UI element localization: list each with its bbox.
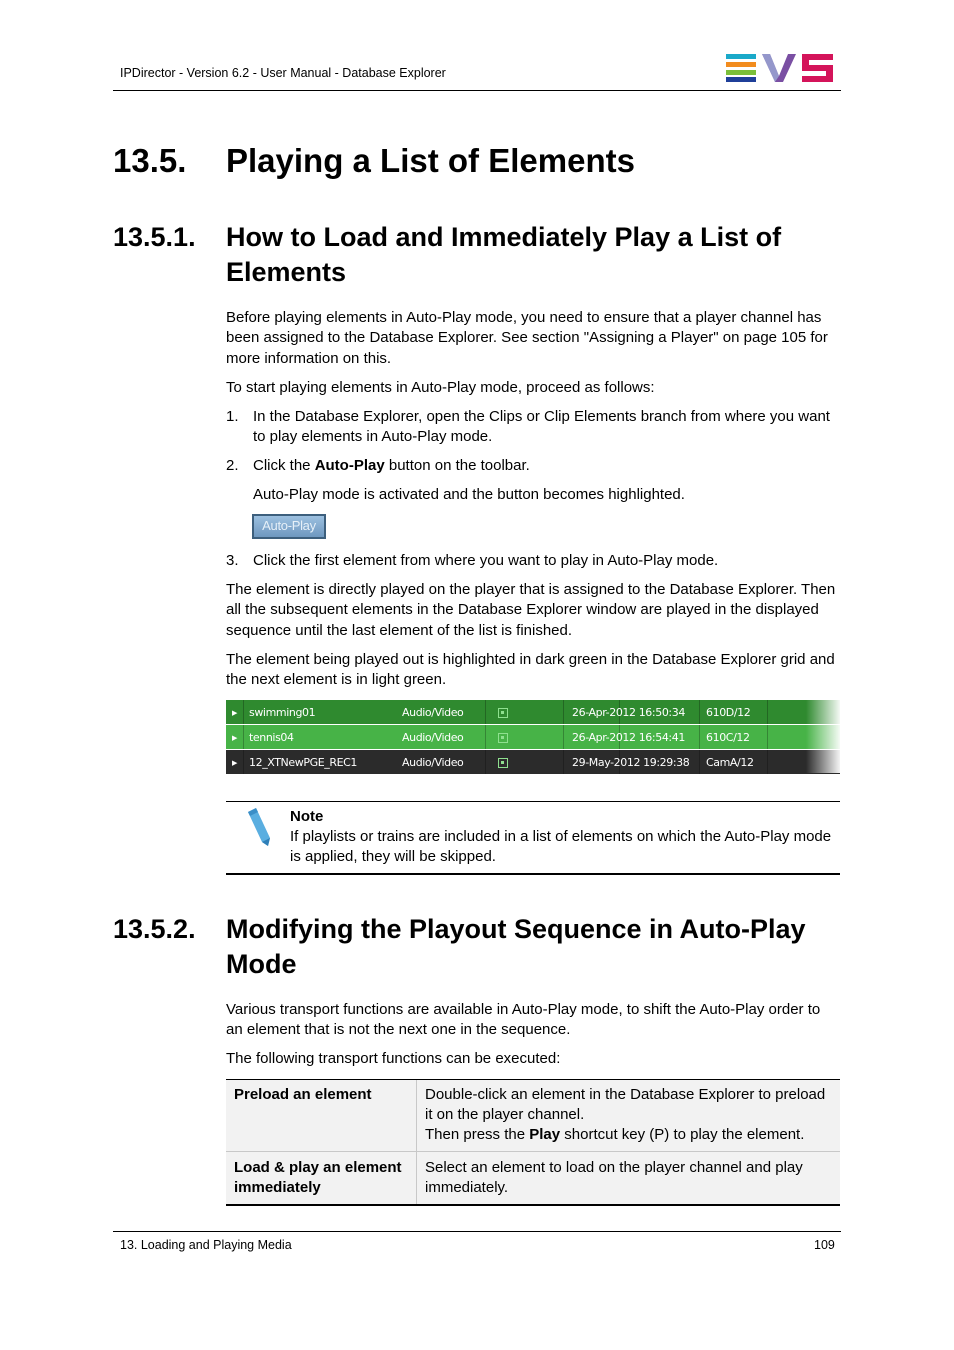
step-text bbox=[253, 456, 840, 476]
step-number: 1. bbox=[226, 408, 239, 425]
note-top-rule bbox=[226, 801, 840, 802]
grid-row[interactable] bbox=[226, 750, 840, 774]
grid-row[interactable] bbox=[226, 700, 840, 724]
grid-cell-date: 29-May-2012 19:29:38 bbox=[564, 750, 700, 774]
step-result: Auto-Play mode is activated and the button becomes highlighted. bbox=[253, 486, 685, 503]
table-row bbox=[226, 1152, 840, 1205]
section-number: 13.5. bbox=[113, 142, 187, 179]
expand-arrow-icon[interactable]: ▶ bbox=[226, 700, 244, 724]
grid-cell-date: 26-Apr-2012 16:54:41 bbox=[564, 725, 700, 749]
subsection-2-number: 13.5.2. bbox=[113, 914, 196, 944]
paragraph: The following transport functions can be executed: bbox=[226, 1050, 561, 1067]
grid-row[interactable] bbox=[226, 725, 840, 749]
grid-cell-name: 12_XTNewPGE_REC1 bbox=[244, 750, 620, 774]
grid-cell-name: tennis04 bbox=[244, 725, 620, 749]
subsection-1-title: How to Load and Immediately Play a List of Elements bbox=[226, 222, 782, 287]
table-cell-text: shortcut key (P) to play the element. bbox=[560, 1126, 805, 1143]
grid-cell-icon bbox=[486, 725, 564, 749]
table-bottom-rule bbox=[226, 1204, 840, 1206]
step-text: Click the first element from where you want to play in Auto-Play mode. bbox=[253, 552, 719, 569]
table-cell-function: Preload an element bbox=[226, 1079, 417, 1152]
footer-rule bbox=[113, 1231, 841, 1232]
expand-arrow-icon[interactable]: ▶ bbox=[226, 725, 244, 749]
step-number: 3. bbox=[226, 552, 239, 569]
clip-icon bbox=[498, 733, 508, 743]
transport-functions-table bbox=[226, 1079, 840, 1205]
paragraph: Before playing elements in Auto-Play mode, you need to ensure that a player channel has been assigned to the Database Explorer. See section "Assigning a Player" on page 105 for more information on this. bbox=[226, 309, 828, 367]
step-number: 2. bbox=[226, 457, 239, 474]
paragraph: The element is directly played on the player that is assigned to the Database Explorer. Then all the subsequent elements in the Database Explorer window are played in the displayed sequence until the last element of the list is finished. bbox=[226, 581, 836, 639]
grid-cell-name: swimming01 bbox=[244, 700, 620, 724]
database-explorer-grid bbox=[226, 700, 840, 773]
table-cell-text: Double-click an element in the Database Explorer to preload it on the player channel. bbox=[425, 1086, 826, 1123]
subsection-1-number: 13.5.1. bbox=[113, 222, 196, 252]
grid-cell-date: 26-Apr-2012 16:50:34 bbox=[564, 700, 700, 724]
evs-logo bbox=[726, 54, 834, 82]
grid-cell-camera: CamA/12 bbox=[700, 750, 768, 774]
step-text-bold: Auto-Play bbox=[314, 457, 385, 474]
step-text: In the Database Explorer, open the Clips or Clip Elements branch from where you want to play elements in Auto-Play mode. bbox=[253, 408, 830, 446]
step-text-part: Click the bbox=[253, 457, 315, 474]
note-title: Note bbox=[290, 808, 324, 825]
page-number: 109 bbox=[814, 1238, 835, 1252]
header-title: IPDirector - Version 6.2 - User Manual - Database Explorer bbox=[120, 66, 446, 80]
paragraph: Various transport functions are available in Auto-Play mode, to shift the Auto-Play order to an element that is not the next one in the sequence. bbox=[226, 1001, 821, 1039]
auto-play-button[interactable]: Auto-Play bbox=[252, 514, 326, 539]
note-text: If playlists or trains are included in a list of elements on which the Auto-Play mode is applied, they will be skipped. bbox=[290, 828, 832, 866]
grid-cell-type: Audio/Video bbox=[394, 750, 486, 774]
pencil-icon bbox=[240, 806, 276, 848]
table-top-rule bbox=[226, 1079, 840, 1080]
header-rule bbox=[113, 90, 841, 91]
grid-cell-camera: 610C/12 bbox=[700, 725, 768, 749]
section-title: Playing a List of Elements bbox=[226, 142, 635, 179]
subsection-2-title: Modifying the Playout Sequence in Auto-Play Mode bbox=[226, 914, 806, 979]
grid-cell-type: Audio/Video bbox=[394, 725, 486, 749]
table-cell-description bbox=[417, 1079, 841, 1152]
table-cell-bold: Play bbox=[529, 1126, 561, 1143]
step-text-part: button on the toolbar. bbox=[384, 457, 530, 474]
paragraph: The element being played out is highlighted in dark green in the Database Explorer grid and the next element is in light green. bbox=[226, 651, 835, 689]
paragraph: To start playing elements in Auto-Play mode, proceed as follows: bbox=[226, 379, 655, 396]
table-cell-text: Then press the bbox=[425, 1126, 530, 1143]
grid-cell-icon bbox=[486, 700, 564, 724]
clip-icon bbox=[498, 708, 508, 718]
table-cell-function: Load & play an element immediately bbox=[226, 1152, 417, 1205]
clip-icon bbox=[498, 758, 508, 768]
grid-cell-camera: 610D/12 bbox=[700, 700, 768, 724]
grid-cell-type: Audio/Video bbox=[394, 700, 486, 724]
grid-cell-icon bbox=[486, 750, 564, 774]
expand-arrow-icon[interactable]: ▶ bbox=[226, 750, 244, 774]
grid-fade-edge bbox=[806, 700, 840, 773]
table-cell-description: Select an element to load on the player channel and play immediately. bbox=[417, 1152, 841, 1205]
footer-chapter: 13. Loading and Playing Media bbox=[120, 1238, 292, 1252]
table-row bbox=[226, 1079, 840, 1152]
note-bottom-rule bbox=[226, 873, 840, 875]
